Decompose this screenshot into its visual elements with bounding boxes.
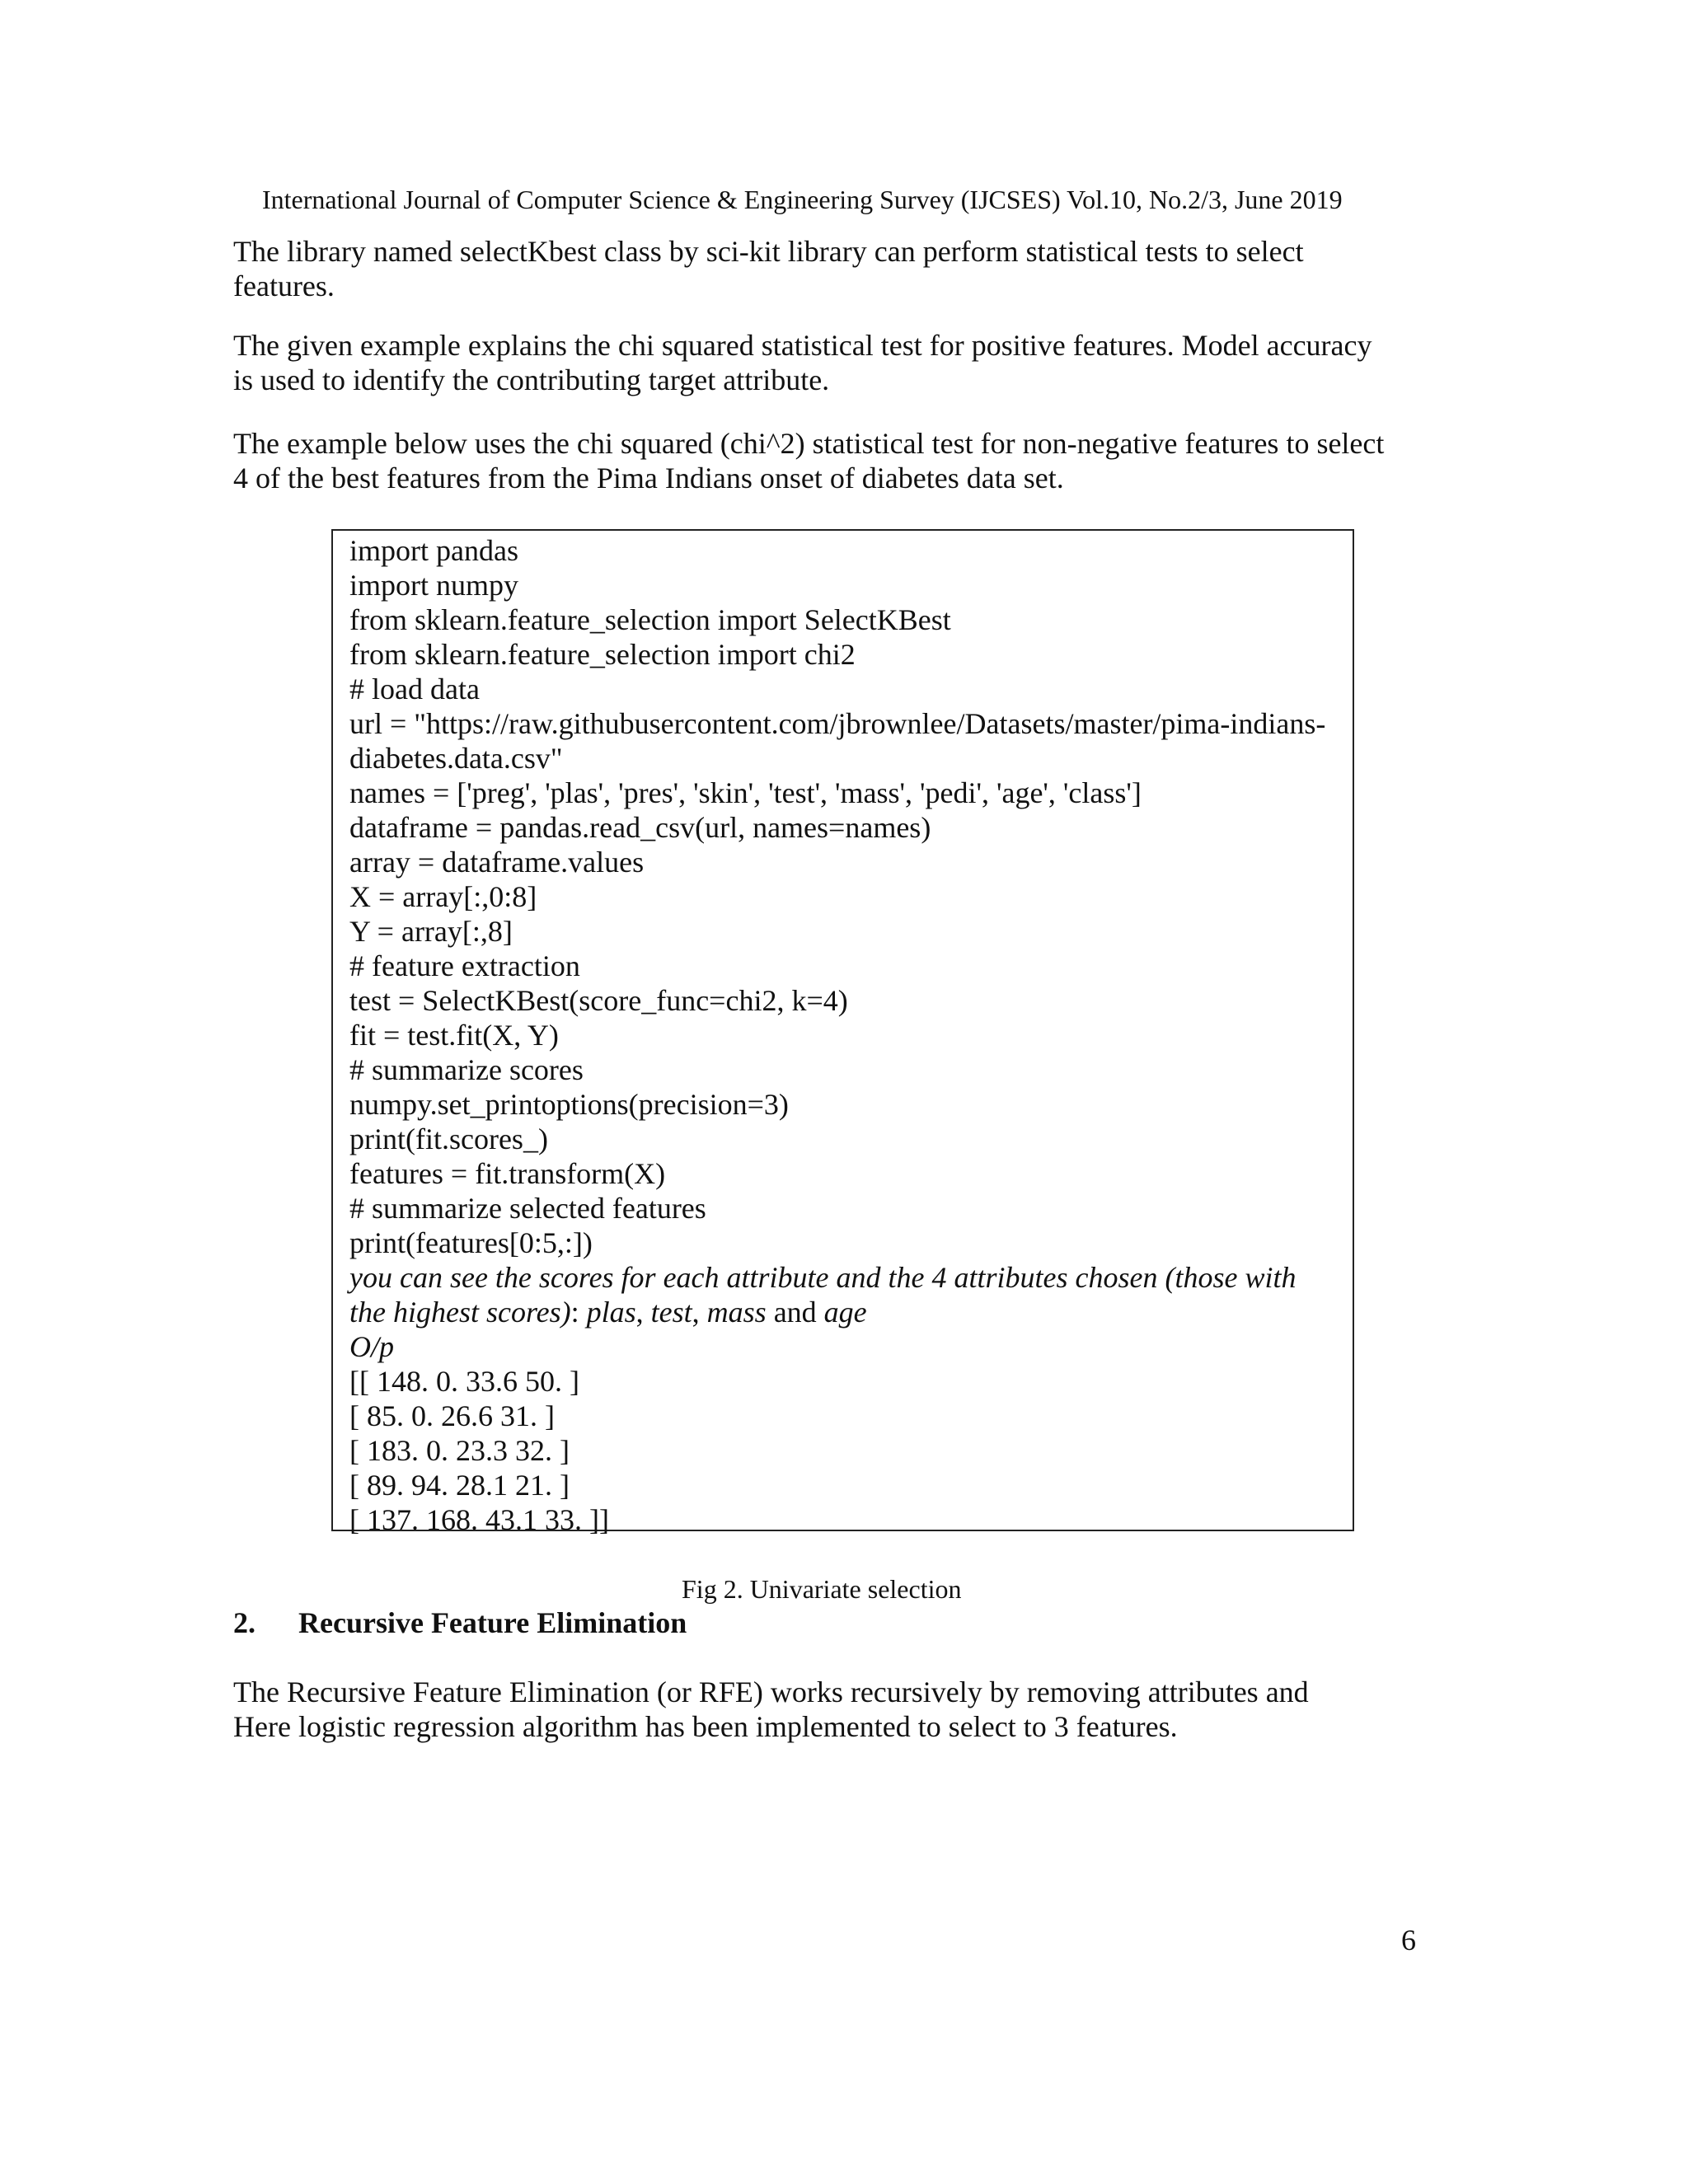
- note-fragment: and: [766, 1296, 824, 1329]
- paragraph-example-description: [233, 426, 1437, 495]
- output-line: [ 85. 0. 26.6 31. ]: [349, 1399, 555, 1432]
- code-line: url = "https://raw.githubusercontent.com/jbrownlee/Datasets/master/pima-indians-: [349, 707, 1326, 740]
- journal-header: International Journal of Computer Science & Engineering Survey (IJCSES) Vol.10, No.2/3, June 2019: [262, 185, 1343, 214]
- code-line: print(features[0:5,:]): [349, 1226, 593, 1259]
- output-line: [ 137. 168. 43.1 33. ]]: [349, 1503, 609, 1536]
- paragraph-line: The Recursive Feature Elimination (or RFE) works recursively by removing attributes and: [233, 1675, 1309, 1708]
- code-line: import numpy: [349, 569, 518, 602]
- code-line: from sklearn.feature_selection import chi2: [349, 638, 856, 671]
- code-line: features = fit.transform(X): [349, 1157, 666, 1190]
- output-label: O/p: [349, 1330, 394, 1363]
- code-line: print(fit.scores_): [349, 1122, 548, 1155]
- paragraph-rfe: [233, 1675, 1437, 1744]
- note-fragment: :: [570, 1296, 587, 1329]
- paragraph-chi-squared-example: [233, 328, 1437, 397]
- code-line: names = ['preg', 'plas', 'pres', 'skin', 'test', 'mass', 'pedi', 'age', 'class']: [349, 776, 1142, 809]
- paragraph-line: 4 of the best features from the Pima Indians onset of diabetes data set.: [233, 462, 1064, 494]
- page-number: 6: [1401, 1924, 1416, 1957]
- code-line: numpy.set_printoptions(precision=3): [349, 1088, 789, 1121]
- code-line: fit = test.fit(X, Y): [349, 1019, 559, 1052]
- code-line: # feature extraction: [349, 949, 580, 982]
- note-fragment: the highest scores): [349, 1296, 571, 1329]
- paragraph-line: The example below uses the chi squared (chi^2) statistical test for non-negative features to select: [233, 427, 1385, 460]
- note-fragment: ,: [692, 1296, 707, 1329]
- note-attr-age: age: [823, 1296, 867, 1329]
- output-line: [ 89. 94. 28.1 21. ]: [349, 1469, 570, 1502]
- section-number: 2.: [233, 1606, 256, 1639]
- code-line: import pandas: [349, 534, 518, 567]
- section-title: Recursive Feature Elimination: [298, 1606, 687, 1639]
- output-line: [[ 148. 0. 33.6 50. ]: [349, 1365, 579, 1398]
- code-listing-box: [331, 529, 1354, 1536]
- note-attr-mass: mass: [706, 1296, 767, 1329]
- paragraph-line: The library named selectKbest class by sci-kit library can perform statistical tests to select: [233, 235, 1304, 268]
- code-note-line: you can see the scores for each attribute and the 4 attributes chosen (those with: [349, 1261, 1296, 1294]
- code-line: dataframe = pandas.read_csv(url, names=names): [349, 811, 931, 844]
- code-line: # summarize scores: [349, 1053, 584, 1086]
- code-line: # load data: [349, 673, 480, 705]
- note-fragment: ,: [635, 1296, 651, 1329]
- section-heading: [233, 1605, 687, 1640]
- paragraph-line: Here logistic regression algorithm has been implemented to select to 3 features.: [233, 1710, 1178, 1743]
- note-attr-plas: plas: [586, 1296, 636, 1329]
- figure-caption: Fig 2. Univariate selection: [682, 1574, 962, 1604]
- code-line: array = dataframe.values: [349, 846, 645, 879]
- paragraph-line: is used to identify the contributing target attribute.: [233, 363, 830, 396]
- code-line: test = SelectKBest(score_func=chi2, k=4): [349, 984, 848, 1017]
- code-line: diabetes.data.csv": [349, 742, 563, 775]
- paragraph-line: The given example explains the chi squared statistical test for positive features. Model accuracy: [233, 329, 1372, 362]
- code-note-line: [349, 1295, 1353, 1329]
- paragraph-line: features.: [233, 269, 335, 302]
- output-line: [ 183. 0. 23.3 32. ]: [349, 1434, 570, 1467]
- code-line: Y = array[:,8]: [349, 915, 513, 948]
- code-line: from sklearn.feature_selection import SelectKBest: [349, 603, 951, 636]
- paragraph-selectkbest-intro: [233, 234, 1437, 303]
- code-line: X = array[:,0:8]: [349, 880, 537, 913]
- code-line: # summarize selected features: [349, 1192, 706, 1225]
- note-attr-test: test: [650, 1296, 692, 1329]
